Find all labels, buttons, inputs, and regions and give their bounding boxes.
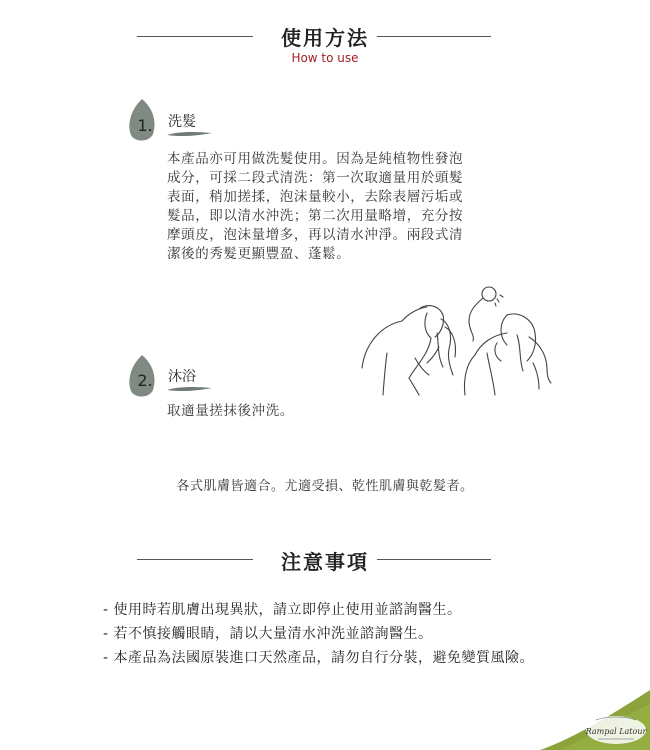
notes-item: - 使用時若肌膚出現異狀，請立即停止使用並諮詢醫生。 [103,602,462,618]
step2-line: 取適量搓抹後沖洗。 [167,403,294,419]
step1-label: 洗髮 [168,114,196,130]
step2-paragraph [167,402,497,421]
step1-line: 表面，稍加搓揉，泡沫量較小，去除表層污垢或 [167,189,464,205]
step1-line: 潔後的秀髮更顯豐盈、蓬鬆。 [167,246,351,262]
step1-line: 成分，可採二段式清洗：第一次取適量用於頭髮 [167,170,464,186]
notes-item: - 若不慎接觸眼睛，請以大量清水沖洗並諮詢醫生。 [103,626,433,642]
usage-title: 使用方法 [281,26,369,50]
step1-line: 摩頭皮，泡沫量增多，再以清水沖淨。兩段式清 [167,227,464,243]
step2-label: 沐浴 [168,369,196,385]
notes-rule-right [377,559,491,560]
step1-brush-stroke [166,130,214,138]
notes-item: - 本產品為法國原裝進口天然產品，請勿自行分裝，避免變質風險。 [103,650,535,666]
brand-logo-text: Rampal Latour [585,727,647,736]
hair-wash-illustration [357,283,557,398]
step1-paragraph [167,150,497,264]
brand-logo [540,686,650,750]
step1-line: 本產品亦可用做洗髮使用。因為是純植物性發泡 [167,151,464,167]
suitability-text: 各式肌膚皆適合。尤適受損、乾性肌膚與乾髮者。 [176,479,474,494]
step1-number: 1. [137,116,153,135]
heading-rule-right [377,36,491,37]
notes-list [103,598,534,670]
notes-title: 注意事項 [281,550,369,574]
usage-subtitle: How to use [291,51,359,65]
step1-line: 髮品，即以清水沖洗；第二次用量略增，充分按 [167,208,464,224]
step2-number: 2. [137,371,153,390]
step2-brush-stroke [166,385,214,393]
